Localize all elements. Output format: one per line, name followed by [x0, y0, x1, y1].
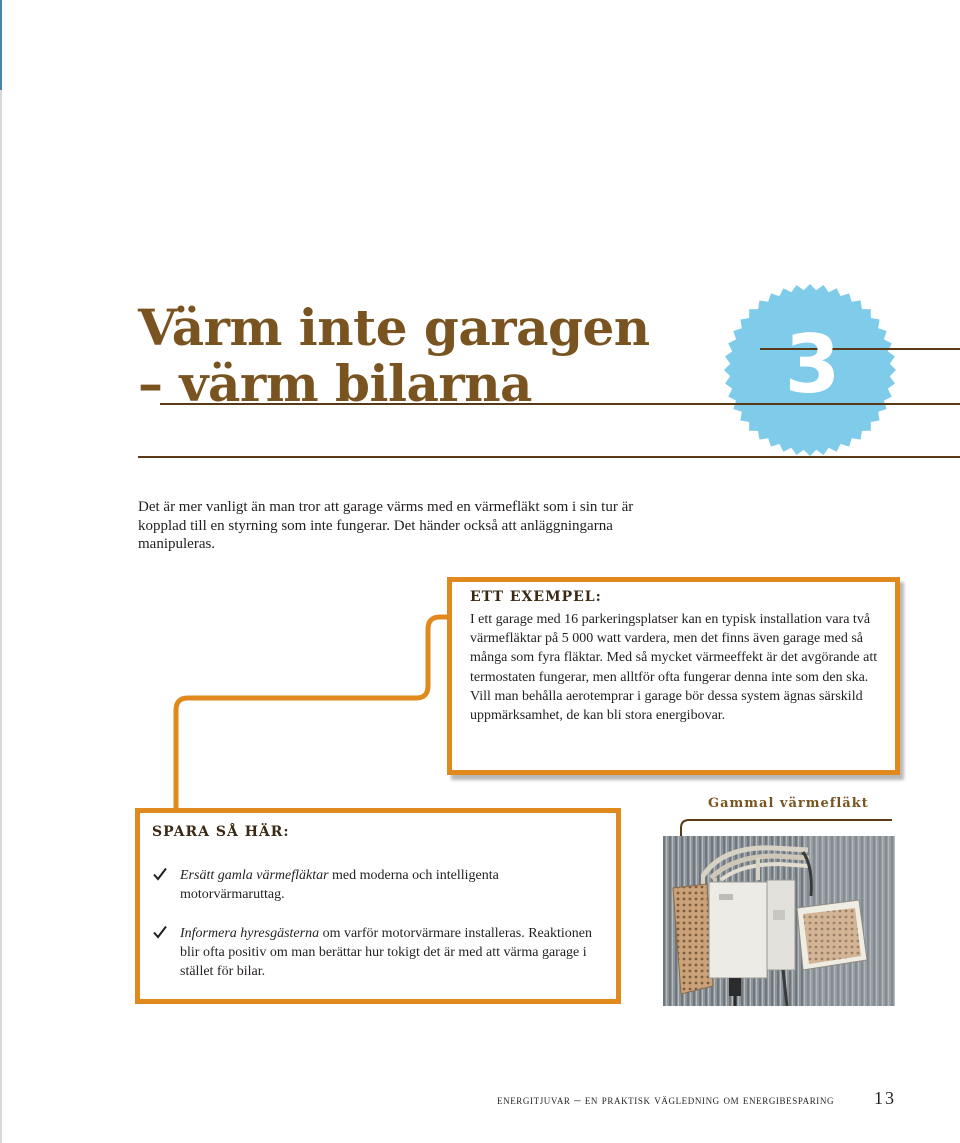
chapter-title-line-2: – värm bilarna: [138, 354, 532, 413]
spara-item-1: [152, 866, 592, 904]
checkmark-icon: [152, 866, 168, 882]
spara-item-1-rest: med moderna och intelligenta motorvärmaruttag.: [180, 868, 499, 903]
chapter-number: 3: [784, 318, 841, 411]
spara-item-1-emphasis: Ersätt gamla värmefläktar: [180, 868, 329, 883]
spara-item-2-rest: om varför motorvärmare installeras. Reaktionen blir ofta positiv om man berättar hur tokigt det är med att värma garage i stället för bilar.: [180, 926, 592, 980]
chapter-title-line-1: Värm inte garagen: [138, 298, 650, 357]
footer-text: energitjuvar – en praktisk vägledning om energibesparing: [497, 1093, 835, 1107]
spara-heading: SPARA SÅ HÄR:: [152, 824, 290, 840]
photo-caption: Gammal värmefläkt: [708, 796, 869, 811]
checkmark-icon: [152, 924, 168, 940]
spara-item-2-emphasis: Informera hyresgästerna: [180, 926, 320, 941]
example-heading: ETT EXEMPEL:: [470, 589, 602, 605]
page-edge: [0, 0, 2, 1143]
page-edge-accent: [0, 0, 2, 90]
page-footer: [497, 1093, 834, 1108]
heater-fan-photo: [663, 836, 895, 1006]
page-number: 13: [874, 1088, 896, 1108]
connector-path: [176, 617, 449, 808]
spara-item-2: [152, 924, 592, 982]
example-text: I ett garage med 16 parkeringsplatser kan en typisk installation vara två värmefläktar på 5 000 watt vardera, men det finns även garage med så många som fyra fläktar. Med så mycket värmeeffekt är det avgörande att termostaten fungerar, men alltför ofta fungerar denna inte som den ska. Vill man behålla aerotemprar i garage bör dessa system ägnas särskild uppmärksamhet, de kan bli stora energibovar.: [470, 612, 878, 724]
intro-paragraph: Det är mer vanligt än man tror att garage värms med en värmefläkt som i sin tur är kopplad till en styrning som inte fungerar. Det händer också att anläggningarna manipuleras.: [138, 499, 634, 552]
chapter-title: [138, 300, 650, 412]
title-rule-bottom: [138, 456, 960, 458]
